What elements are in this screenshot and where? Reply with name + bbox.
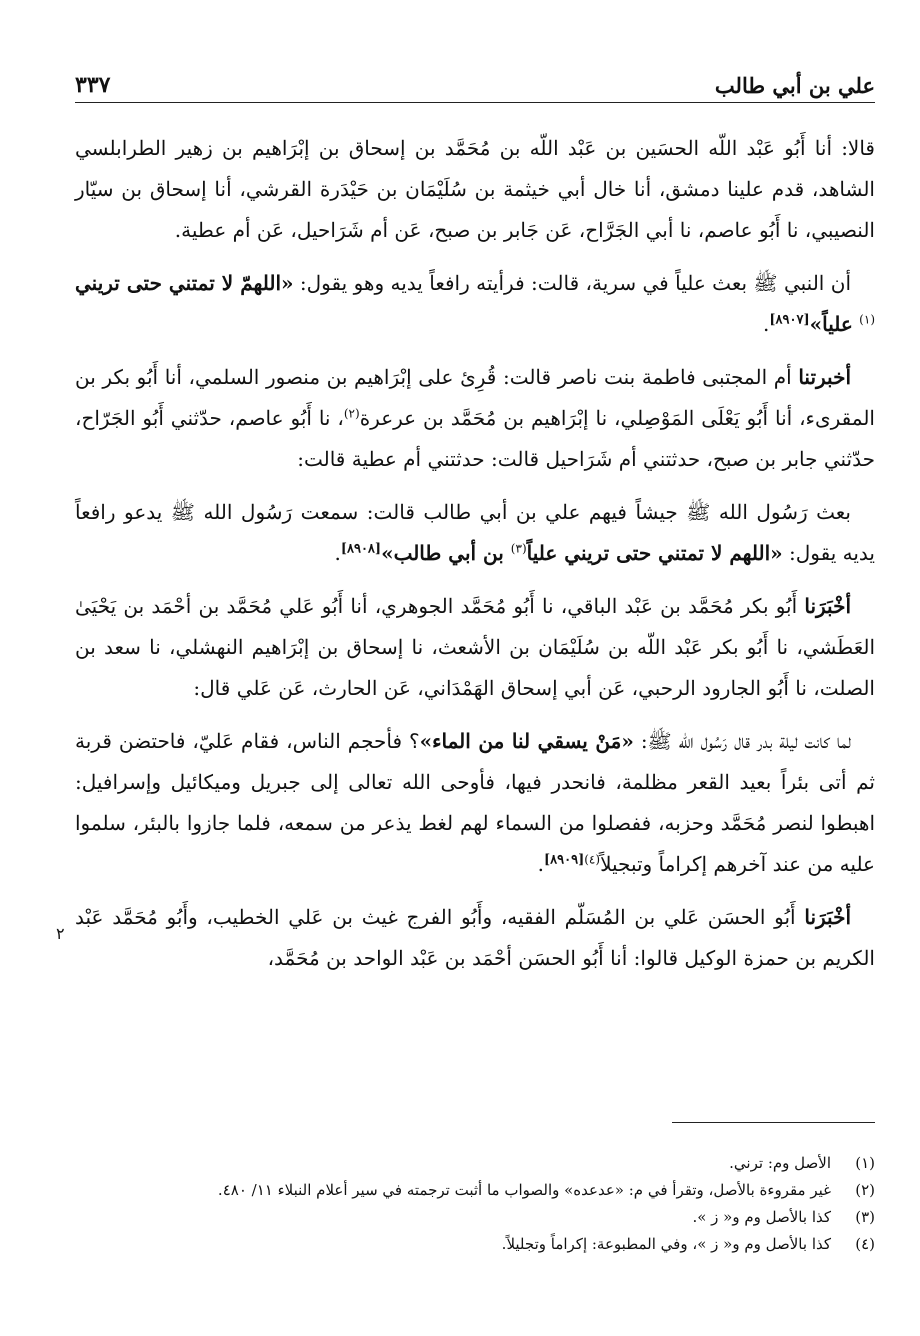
hadith-reference: [٨٩٠٨] [340, 541, 382, 557]
footnote-number: (٤) [855, 1235, 875, 1253]
running-header [75, 66, 875, 103]
page-number: ٣٣٧ [75, 72, 111, 98]
footnote-text: كذا بالأصل وم و« ز ». [692, 1208, 831, 1226]
paragraph-1: قالا: أنا أَبُو عَبْد اللّه الحسَين بن عَبْد اللّه بن مُحَمَّد بن إسحاق بن إبْرَاهيم بن زهير الطرابلسي الشاهد، قدم علينا دمشق، أنا خال أبي خيثمة بن سُلَيْمَان بن حَيْدَرة القرشي، أنا إسحاق بن سيّار النصيبي، نا أَبُو عاصم، نا أبي الجَرَّاح، عَن جَابر بن صبح، عَن أم شَرَاحيل، عَن أم عطية. [75, 136, 875, 242]
isnad-lead-word: أخْبَرَنا [804, 905, 851, 929]
hadith-quote-end: بن أبي طالب» [381, 541, 511, 565]
hadith-quote-end: علياً» [809, 312, 853, 336]
header-title: علي بن أبي طالب [714, 73, 875, 98]
paragraph-2 [75, 263, 875, 345]
hadith-reference: [٨٩٠٧] [769, 312, 810, 328]
footnote-marker-1: (١) [859, 312, 875, 327]
hadith-reference: [٨٩٠٩] [543, 852, 585, 868]
paragraph-5 [75, 586, 875, 709]
footnote [75, 1231, 875, 1258]
paragraph-end: . [537, 852, 544, 876]
paragraph-3 [75, 357, 875, 480]
footnote [75, 1150, 875, 1177]
footnote-marker-2: (٢) [343, 406, 360, 421]
footnote-marker-4: (٤) [584, 852, 601, 867]
paragraph-3-text: أم المجتبى فاطمة بنت ناصر قالت: قُرِئ على إبْرَاهيم بن منصور السلمي، أنا أَبُو بكر بن المقرىء، أنا أَبُو يَعْلَى المَوْصِلي، نا إبْرَاهيم بن مُحَمَّد بن عرعرة [75, 365, 875, 430]
footnote-marker-3: (٣) [510, 541, 527, 556]
paragraph-6 [75, 721, 875, 885]
footnote-number: (٢) [855, 1181, 875, 1199]
isnad-lead-word: أخبرتنا [798, 365, 851, 389]
footnote-text: كذا بالأصل وم و« ز »، وفي المطبوعة: إكراماً وتجليلاً. [501, 1235, 831, 1253]
paragraph-3-text-cont: ، نا أَبُو عاصم، حدّثني أَبُو الجَرّاح، حدّثني جابر بن صبح، حدثتني أم شَرَاحيل قالت: حدثتني أم عطية قالت: [75, 406, 875, 471]
paragraph-2-text: أن النبي ﷺ بعث علياً في سرية، قالت: فرأيته رافعاً يديه وهو يقول: [293, 271, 851, 295]
paragraph-7-text: أَبُو الحسَن عَلي بن المُسَلّم الفقيه، وأَبُو الفرج غيث بن عَلي الخطيب، وأَبُو مُحَمَّد عَبْد الكريم بن حمزة الوكيل قالوا: أنا أَبُو الحسَن أحْمَد بن عَبْد الواحد بن مُحَمَّد، [75, 905, 875, 970]
paragraph-6-text-cont: ؟ فأحجم الناس، فقام عَليّ، فاحتضن قربة ثم أتى بئراً بعيد القعر مظلمة، فانحدر فيها، فأوحى الله تعالى إلى جبريل وميكائيل وإسرافيل: اهبطوا لنصر مُحَمَّد وحزبه، ففصلوا من السماء لهم لغط يذعر من سمعه، فلما جازوا بالبئر، سلموا عليه من عند آخرهم إكراماً وتبجيلاً [75, 729, 875, 876]
paragraph-6-text: لما كانت ليلة بدر قال رَسُول الله ﷺ: [633, 729, 851, 753]
footnote-text: غير مقروءة بالأصل، وتقرأ في م: «عدعده» والصواب ما أثبت ترجمته في سير أعلام النبلاء ١١/ ٤٨٠. [217, 1181, 831, 1199]
hadith-quote: «اللهمّ لا تمتني حتى تريني [75, 271, 294, 295]
footnote-number: (٣) [855, 1208, 875, 1226]
paragraph-4 [75, 492, 875, 574]
footnote [75, 1177, 875, 1204]
paragraph-end: . [763, 312, 770, 336]
paragraph-7 [75, 897, 875, 979]
footnotes [75, 1150, 875, 1258]
isnad-lead-word: أخْبَرَنا [804, 594, 851, 618]
hadith-quote: «اللهم لا تمتني حتى تريني علياً [526, 541, 783, 565]
paragraph-5-text: أَبُو بكر مُحَمَّد بن عَبْد الباقي، نا أَبُو مُحَمَّد الجوهري، أنا أَبُو عَلي مُحَمَّد بن أحْمَد بن يَحْيَىٰ العَطَشي، نا أَبُو بكر عَبْد اللّه بن سُلَيْمَان بن الأشعث، نا إسحاق بن إبْرَاهيم النهشلي، نا سعد بن الصلت، نا أَبُو الجارود الرحبي، عَن أبي إسحاق الهَمْدَاني، عَن الحارث، عَن عَلي قال: [75, 594, 876, 700]
footnote-divider [672, 1122, 875, 1123]
margin-mark: ٢ [56, 924, 65, 943]
paragraph-end: . [334, 541, 341, 565]
paragraph-4-text: بعث رَسُول الله ﷺ جيشاً فيهم علي بن أبي طالب قالت: سمعت رَسُول الله ﷺ يدعو رافعاً يديه يقول: [75, 500, 875, 565]
footnote-text: الأصل وم: ترني. [729, 1154, 831, 1172]
footnote-number: (١) [855, 1154, 875, 1172]
main-text [75, 128, 875, 991]
footnote [75, 1204, 875, 1231]
hadith-quote: «مَنْ يسقي لنا من الماء» [419, 729, 634, 753]
